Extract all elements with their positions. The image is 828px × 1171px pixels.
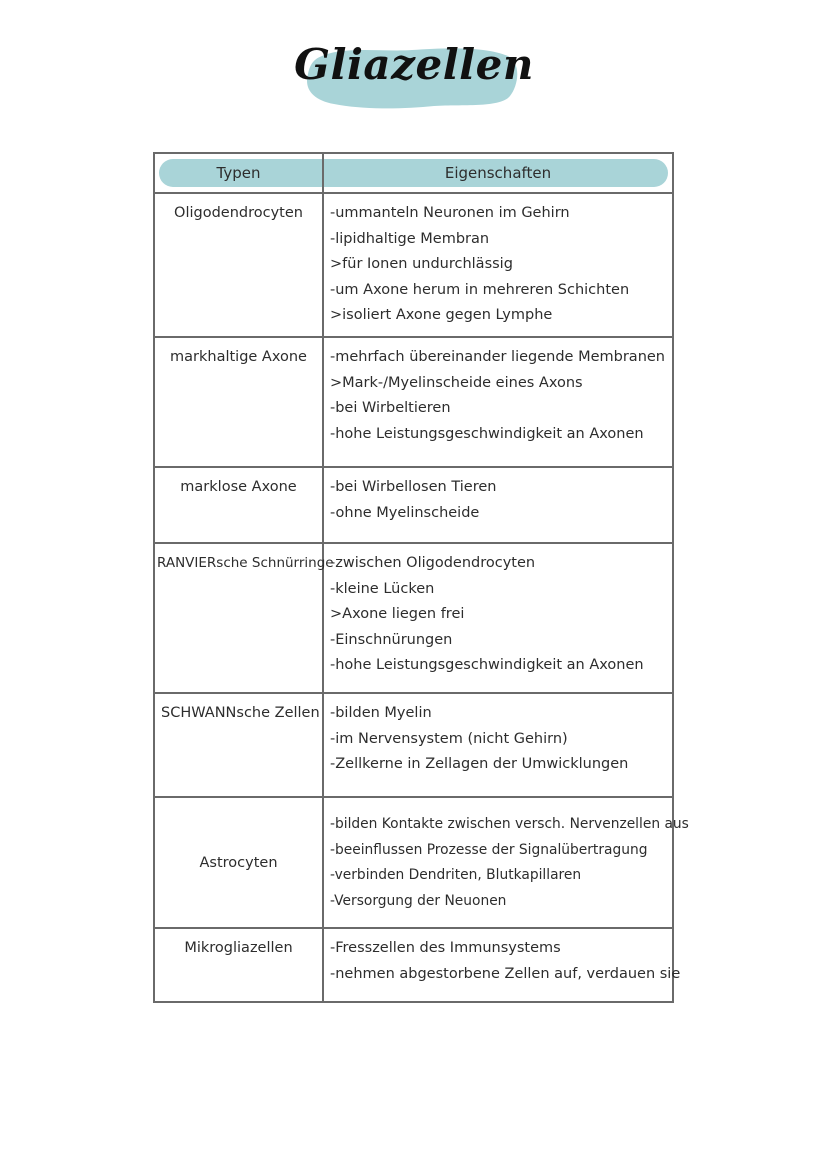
property-line: -Zellkerne in Zellagen der Umwicklungen (330, 756, 629, 773)
properties-cell (323, 693, 673, 797)
property-line: -kleine Lücken (330, 580, 435, 597)
header-label-eigenschaften: Eigenschaften (444, 164, 552, 182)
type-cell: marklose Axone (154, 467, 323, 543)
property-line: -hohe Leistungsgeschwindigkeit an Axonen (330, 425, 644, 442)
property-line: -bilden Myelin (330, 705, 432, 721)
property-line: -ohne Myelinscheide (330, 504, 480, 521)
type-cell: RANVIERsche Schnürringe (154, 543, 323, 693)
property-line: >für Ionen undurchlässig (330, 256, 513, 273)
property-line: -mehrfach übereinander liegende Membranen (330, 349, 665, 365)
table-row (154, 797, 673, 928)
properties-cell (323, 797, 689, 928)
title-area (0, 38, 828, 118)
property-line: -bilden Kontakte zwischen versch. Nervenzellen aus (330, 816, 689, 832)
property-line: -verbinden Dendriten, Blutkapillaren (330, 867, 582, 884)
property-line: >Axone liegen frei (330, 606, 465, 623)
table-row (154, 543, 673, 693)
property-line: -im Nervensystem (nicht Gehirn) (330, 730, 568, 747)
header-eigenschaften (323, 153, 673, 193)
properties-cell (323, 543, 673, 693)
property-line: -Fresszellen des Immunsystems (330, 940, 561, 956)
header-typen (154, 153, 323, 193)
type-cell: Astrocyten (154, 797, 323, 928)
properties-cell (323, 193, 673, 337)
type-cell: SCHWANNsche Zellen (154, 693, 323, 797)
type-cell: Oligodendrocyten (154, 193, 323, 337)
type-cell: Mikrogliazellen (154, 928, 323, 1002)
property-line: -lipidhaltige Membran (330, 230, 490, 247)
property-line: -hohe Leistungsgeschwindigkeit an Axonen (330, 657, 644, 674)
header-label-typen: Typen (216, 164, 261, 182)
table-row (154, 928, 673, 1002)
property-line: -um Axone herum in mehreren Schichten (330, 281, 630, 298)
property-line: >Mark-/Myelinscheide eines Axons (330, 374, 583, 391)
property-line: -nehmen abgestorbene Zellen auf, verdauen sie (330, 965, 681, 982)
glia-table (153, 152, 689, 1003)
property-line: -bei Wirbeltieren (330, 400, 451, 417)
property-line: -bei Wirbellosen Tieren (330, 479, 497, 495)
property-line: -ummanteln Neuronen im Gehirn (330, 205, 570, 221)
properties-cell (323, 467, 673, 543)
table-header-row (154, 153, 673, 193)
table-row (154, 693, 673, 797)
properties-cell (323, 928, 681, 1002)
table-row (154, 467, 673, 543)
table-row (154, 193, 673, 337)
property-line: -Einschnürungen (330, 631, 453, 648)
properties-cell (323, 337, 673, 467)
page-title: Gliazellen (294, 40, 534, 89)
type-cell: markhaltige Axone (154, 337, 323, 467)
property-line: -beeinflussen Prozesse der Signalübertragung (330, 841, 648, 858)
property-line: >isoliert Axone gegen Lymphe (330, 307, 553, 324)
table-row (154, 337, 673, 467)
property-line: -zwischen Oligodendrocyten (330, 555, 536, 571)
property-line: -Versorgung der Neuonen (330, 892, 507, 909)
